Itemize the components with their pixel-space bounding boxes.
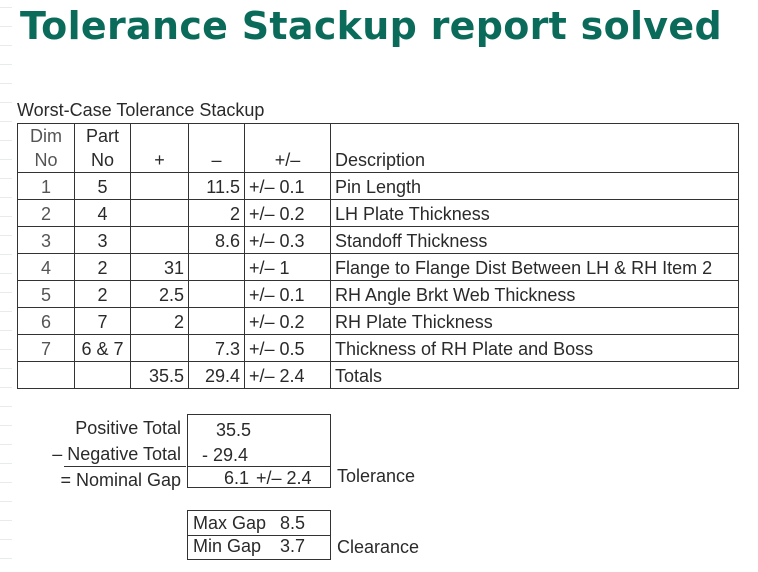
negative-total-label: – Negative Total [52, 444, 181, 464]
summary-box [187, 414, 331, 488]
cell-tolerance: +/– 0.2 [245, 200, 331, 227]
cell-dim: 5 [18, 281, 75, 308]
cell-tolerance: +/– 0.1 [245, 173, 331, 200]
cell-description: Flange to Flange Dist Between LH & RH Item 2 [331, 254, 739, 281]
min-gap-value: 3.7 [280, 536, 306, 556]
table-row [18, 335, 739, 362]
totals-label: Totals [331, 362, 739, 389]
clearance-box [187, 510, 331, 560]
header-part-bottom: No [90, 150, 114, 170]
table-row [18, 254, 739, 281]
cell-description: LH Plate Thickness [331, 200, 739, 227]
cell-minus: 7.3 [189, 335, 245, 362]
cell-description: RH Plate Thickness [331, 308, 739, 335]
cell-part: 7 [75, 308, 131, 335]
table-row [18, 173, 739, 200]
summary-rule [64, 466, 186, 467]
cell-part: 6 & 7 [75, 335, 131, 362]
cell-plus: 31 [131, 254, 189, 281]
cell-minus [189, 254, 245, 281]
cell-tolerance: +/– 0.5 [245, 335, 331, 362]
header-plus: + [131, 124, 189, 173]
page-title: Tolerance Stackup report solved [20, 4, 722, 48]
totals-dim [18, 362, 75, 389]
header-tolerance: +/– [245, 124, 331, 173]
totals-part [75, 362, 131, 389]
cell-dim: 2 [18, 200, 75, 227]
cell-dim: 4 [18, 254, 75, 281]
header-part-top: Part [85, 126, 119, 146]
nominal-gap-label: = Nominal Gap [60, 470, 181, 490]
clearance-label: Clearance [337, 537, 420, 557]
cell-plus [131, 335, 189, 362]
cell-dim: 3 [18, 227, 75, 254]
cell-dim: 6 [18, 308, 75, 335]
nominal-gap-value: 6.1 [224, 468, 250, 488]
cell-part: 3 [75, 227, 131, 254]
cell-dim: 7 [18, 335, 75, 362]
cell-plus: 2.5 [131, 281, 189, 308]
table-row [18, 200, 739, 227]
cell-minus [189, 308, 245, 335]
totals-minus: 29.4 [189, 362, 245, 389]
cell-minus: 2 [189, 200, 245, 227]
cell-part: 4 [75, 200, 131, 227]
cell-tolerance: +/– 0.3 [245, 227, 331, 254]
summary-box-rule [188, 466, 330, 467]
table-row [18, 308, 739, 335]
cell-description: Pin Length [331, 173, 739, 200]
totals-tolerance: +/– 2.4 [245, 362, 331, 389]
nominal-gap-tolerance: +/– 2.4 [256, 468, 312, 488]
cell-plus: 2 [131, 308, 189, 335]
min-gap-label: Min Gap [193, 536, 262, 556]
cell-tolerance: +/– 0.2 [245, 308, 331, 335]
positive-total-value: 35.5 [216, 420, 252, 440]
cell-description: Standoff Thickness [331, 227, 739, 254]
cell-tolerance: +/– 1 [245, 254, 331, 281]
table-row [18, 227, 739, 254]
cell-minus: 8.6 [189, 227, 245, 254]
cell-minus [189, 281, 245, 308]
totals-row [18, 362, 739, 389]
header-dim-top: Dim [30, 126, 62, 146]
totals-plus: 35.5 [131, 362, 189, 389]
cell-part: 2 [75, 254, 131, 281]
cell-plus [131, 227, 189, 254]
cell-part: 2 [75, 281, 131, 308]
stackup-title: Worst-Case Tolerance Stackup [17, 100, 265, 120]
header-description: Description [331, 124, 739, 173]
cell-plus [131, 200, 189, 227]
cell-description: RH Angle Brkt Web Thickness [331, 281, 739, 308]
tolerance-label: Tolerance [337, 466, 416, 486]
table-row [18, 281, 739, 308]
max-gap-label: Max Gap [193, 513, 267, 533]
table-header-row [18, 124, 739, 173]
negative-total-value: - 29.4 [202, 445, 249, 465]
cell-description: Thickness of RH Plate and Boss [331, 335, 739, 362]
scan-edge-specks [0, 0, 12, 572]
positive-total-label: Positive Total [75, 418, 181, 438]
cell-plus [131, 173, 189, 200]
stackup-table [17, 123, 739, 389]
cell-minus: 11.5 [189, 173, 245, 200]
header-minus: – [189, 124, 245, 173]
max-gap-value: 8.5 [280, 513, 306, 533]
cell-dim: 1 [18, 173, 75, 200]
header-dim-bottom: No [34, 150, 58, 170]
cell-part: 5 [75, 173, 131, 200]
cell-tolerance: +/– 0.1 [245, 281, 331, 308]
